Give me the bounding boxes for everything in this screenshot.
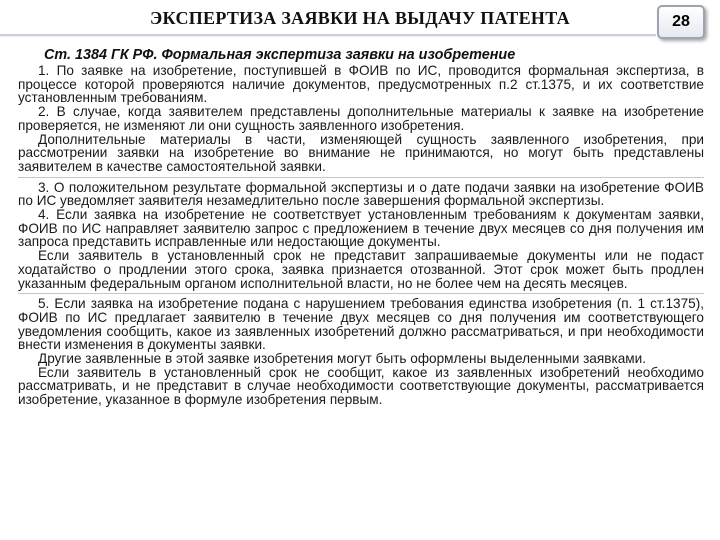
paragraph: 5. Если заявка на изобретение подана с нарушением требования единства изобретения (п. 1 ст.1375), ФОИВ по ИС предлагает заявителю в течение двух месяцев со дня получения им соответствующего уведомления сообщить, какое из заявленных изобретений должно рассматриваться, и при необходимости внести изменения в документы заявки.: [18, 296, 704, 353]
article-body: [18, 64, 704, 407]
paragraph: 2. В случае, когда заявителем представлены дополнительные материалы к заявке на изобретение проверяется, не изменяют ли они сущность заявленного изобретения.: [18, 104, 704, 133]
section-notification-and-requests: [18, 177, 704, 291]
paragraph: Если заявитель в установленный срок не представит запрашиваемые документы или не подаст ходатайство о продлении этого срока, заявка признается отозванной. Этот срок может быть продлен указанным федеральным органом исполнительной власти, но не более чем на десять месяцев.: [18, 248, 704, 291]
paragraph: 3. О положительном результате формальной экспертизы и о дате подачи заявки на изобретение ФОИВ по ИС уведомляет заявителя незамедлительно после завершения формальной экспертизы.: [18, 179, 704, 209]
section-unity-of-invention: [18, 293, 704, 407]
section-formal-examination: [18, 64, 704, 174]
page-number-badge: 28: [657, 5, 705, 39]
paragraph: Другие заявленные в этой заявке изобретения могут быть оформлены выделенными заявками.: [38, 351, 646, 367]
article-heading: Ст. 1384 ГК РФ. Формальная экспертиза заявки на изобретение: [44, 47, 516, 63]
paragraph: Дополнительные материалы в части, изменяющей сущность заявленного изобретения, при рассмотрении заявки на изобретение во внимание не принимаются, но могут быть представлены заявителем в качестве самостоятельной заявки.: [18, 131, 704, 174]
header-divider: [0, 34, 656, 37]
page-title: ЭКСПЕРТИЗА ЗАЯВКИ НА ВЫДАЧУ ПАТЕНТА: [150, 8, 570, 28]
paragraph: 4. Если заявка на изобретение не соответствует установленным требованиям к документам заявки, ФОИВ по ИС направляет заявителю запрос с предложением в течение двух месяцев со дня получения им запроса представить исправленные или недостающие документы.: [18, 207, 704, 250]
paragraph: Если заявитель в установленный срок не сообщит, какое из заявленных изобретений необходимо рассматривать, и не представит в случае необходимости соответствующие документы, рассматривается изобретение, указанное в формуле изобретения первым.: [18, 364, 704, 408]
paragraph: 1. По заявке на изобретение, поступившей в ФОИВ по ИС, проводится формальная экспертиза, в процессе которой проверяются наличие документов, предусмотренных п.2 ст.1375, и их соответствие установленным требованиям.: [18, 63, 704, 106]
